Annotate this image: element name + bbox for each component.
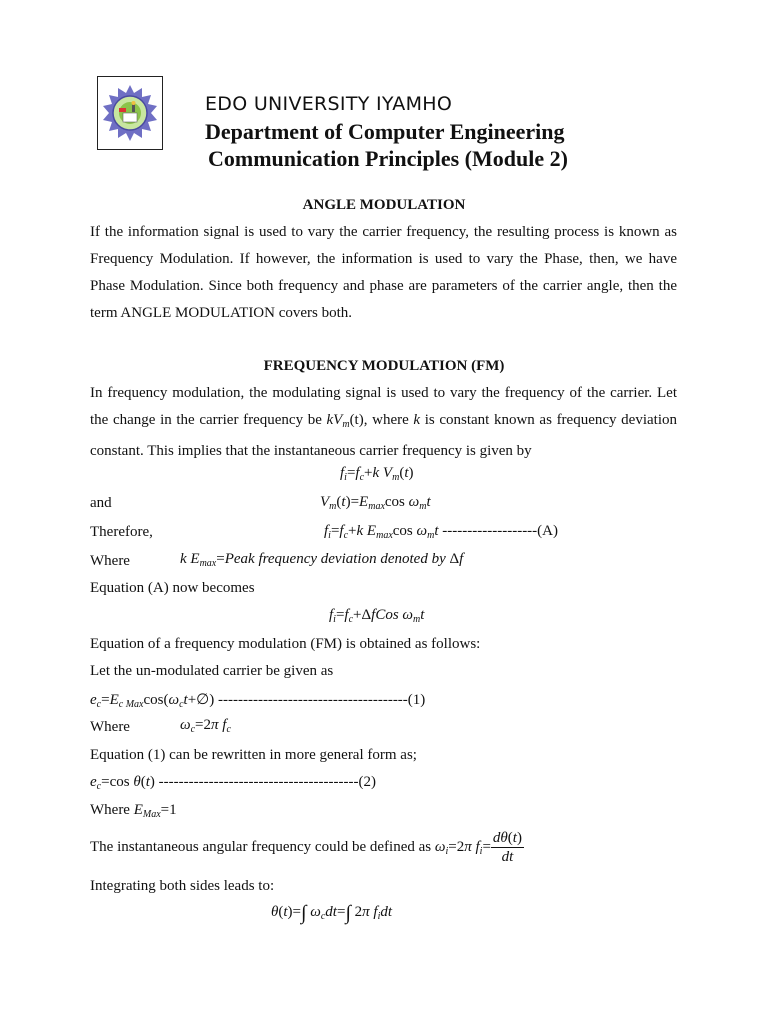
section-title-fm: FREQUENCY MODULATION (FM): [263, 358, 505, 374]
where-label-2: Where: [90, 719, 130, 735]
university-seal-icon: [102, 83, 158, 143]
integrating-text: Integrating both sides leads to:: [90, 878, 275, 894]
equation-2: $e_c=\cos$ θ(t) ----------------------------------------(2): [90, 774, 376, 792]
equation-peak-deviation: k $E_{max}=Peak$ frequency deviation denoted by Δf: [180, 551, 464, 569]
therefore-label: Therefore,: [90, 524, 153, 540]
where-emax-line: Where $E_{Max}=1$: [90, 802, 177, 820]
equation-a: $f_i=f_c+k$ $E_{max}\cos$ $\omega_mt$ -------------------(A): [324, 523, 558, 541]
fm-obtained-text: Equation of a frequency modulation (FM) is obtained as follows:: [90, 636, 481, 652]
angle-modulation-paragraph: If the information signal is used to vary the carrier frequency, the resulting process is known as Frequency Modulation. If however, the information is used to vary the Phase, then, we have Phase Modulation. Since both frequency and phase are parameters of the carrier angle, then the term ANGLE MODULATION covers both.: [90, 224, 677, 321]
eq-a-becomes-text: Equation (A) now becomes: [90, 580, 255, 596]
unmodulated-text: Let the un-modulated carrier be given as: [90, 663, 334, 679]
fm-intro-paragraph: In frequency modulation, the modulating signal is used to vary the frequency of the carrier. Let the change in the carrier frequency be $kV_m(t)$, where k is constant known as frequency deviation constant. This implies that the instantaneous carrier frequency is given by: [90, 385, 677, 459]
equation-instantaneous-frequency: $f_i=f_c+k$ $V_m(t)$: [340, 465, 414, 483]
equation-integral: θ(t)=∫ $\omega_cdt=\int$ 2π $f_idt$: [271, 902, 393, 924]
university-name: EDO UNIVERSITY IYAMHO: [205, 93, 453, 115]
course-title: Communication Principles (Module 2): [208, 146, 568, 171]
equation-omega-c: $\omega_c=2\pi$ $f_c$: [180, 717, 231, 735]
and-label: and: [90, 495, 112, 511]
rewritten-text: Equation (1) can be rewritten in more general form as;: [90, 747, 417, 763]
equation-modulating-signal: $V_m(t)=E_{max}\cos$ $\omega_mt$: [320, 494, 431, 512]
equation-1: $e_c=E_{c Max}\cos(\omega_ct+\emptyset)$ --------------------------------------(1): [90, 692, 426, 710]
section-title-angle-modulation: ANGLE MODULATION: [302, 197, 466, 213]
university-logo: [97, 76, 163, 150]
department-name: Department of Computer Engineering: [205, 119, 565, 144]
equation-fm-frequency: $f_i=f_c+\Delta fCos$ $\omega_mt$: [329, 607, 425, 625]
equation-a-label: -------------------(A): [442, 523, 558, 539]
equation-1-label: --------------------------------------(1): [217, 692, 426, 708]
equation-2-label: ----------------------------------------(2): [158, 774, 376, 790]
dtheta-dt-fraction: $\frac{d\theta(t)}{dt}$: [492, 830, 522, 865]
angular-frequency-line: The instantaneous angular frequency could be defined as $\omega_i=2\pi$ $f_i=$ $\frac{d\theta(t)}{dt}$: [90, 830, 522, 865]
where-label: Where: [90, 553, 130, 569]
